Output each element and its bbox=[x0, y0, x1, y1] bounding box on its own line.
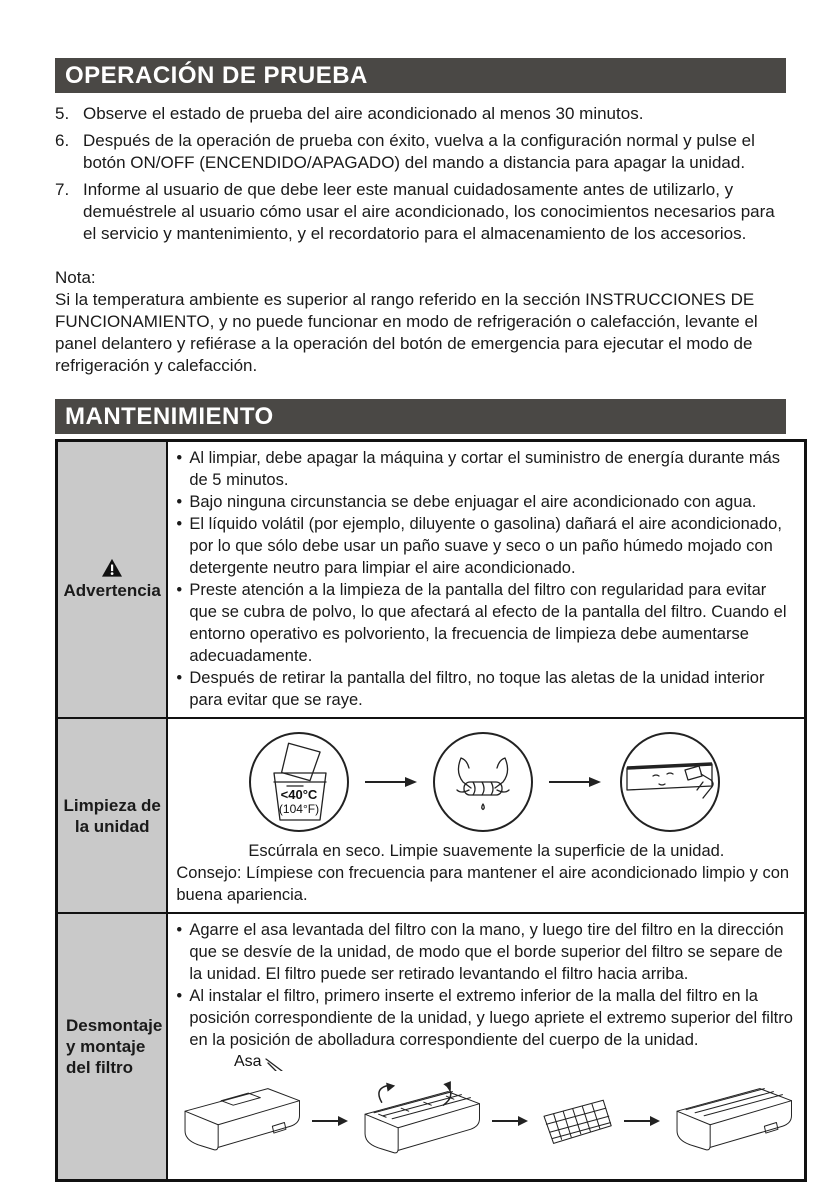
arrow-right-icon bbox=[624, 1115, 660, 1127]
temp-fahrenheit-label: (104°F) bbox=[279, 802, 320, 816]
filter-bullet-list bbox=[176, 919, 796, 1051]
row-label-cell-filter bbox=[57, 913, 168, 1181]
step-item-6 bbox=[55, 130, 786, 174]
step-number: 6. bbox=[55, 131, 70, 150]
table-row-filter bbox=[57, 913, 806, 1181]
section-title-test-operation: OPERACIÓN DE PRUEBA bbox=[65, 62, 368, 89]
bullet-item: • Agarre el asa levantada del filtro con la mano, y luego tire del filtro en la dirección que se desvíe de la unidad, de modo que el borde superior del filtro se separe de la unidad. El filtro puede ser retirado levantando el filtro hacia arriba. bbox=[176, 919, 796, 985]
row-label-cell-warning bbox=[57, 441, 168, 719]
ac-unit-assembled-illustration bbox=[668, 1073, 796, 1169]
section-header-maintenance bbox=[55, 399, 786, 434]
step-item-7 bbox=[55, 179, 786, 245]
filter-figure-row bbox=[176, 1071, 796, 1173]
handle-leader-lines bbox=[224, 1051, 314, 1071]
maintenance-table bbox=[55, 439, 807, 1182]
bullet-item: • Preste atención a la limpieza de la pantalla del filtro con regularidad para evitar que se cubra de polvo, lo que afectará al efecto de la pantalla del filtro. Cuando el entorno operativo es polvoriento, la frecuencia de limpieza debe aumentarse adecuadamente. bbox=[176, 579, 796, 667]
ac-unit-filter-lift-illustration bbox=[356, 1073, 484, 1169]
temp-celsius-label: <40°C bbox=[281, 787, 318, 802]
row-label-text: Advertencia bbox=[63, 581, 161, 600]
manual-page-content bbox=[55, 0, 793, 1182]
ac-unit-with-handle-illustration bbox=[176, 1073, 304, 1169]
arrow-right-icon bbox=[365, 776, 417, 788]
arrow-right-icon bbox=[312, 1115, 348, 1127]
warning-triangle-icon bbox=[101, 558, 123, 578]
cleaning-figure-row bbox=[176, 724, 796, 838]
bullet-item: • El líquido volátil (por ejemplo, diluyente o gasolina) dañará el aire acondicionado, por lo que sólo debe usar un paño suave y seco o un paño húmedo mojado con detergente neutro para limpiar el aire acondicionado. bbox=[176, 513, 796, 579]
table-row-warning bbox=[57, 441, 806, 719]
filter-mesh-illustration bbox=[536, 1091, 616, 1151]
step-item-5 bbox=[55, 103, 786, 125]
bullet-item: • Bajo ninguna circunstancia se debe enjuagar el aire acondicionado con agua. bbox=[176, 491, 796, 513]
arrow-right-icon bbox=[549, 776, 601, 788]
step-text: Informe al usuario de que debe leer este manual cuidadosamente antes de utilizarlo, y demuéstrele al usuario cómo usar el aire acondicionado, los conocimientos necesarios para el servicio y mantenimiento, y el recordatorio para el almacenamiento de los accesorios. bbox=[83, 180, 775, 243]
wipe-unit-illustration bbox=[615, 730, 725, 834]
row-label-cell-cleaning bbox=[57, 718, 168, 913]
wring-cloth-illustration bbox=[431, 730, 535, 834]
note-label: Nota: bbox=[55, 268, 96, 287]
test-operation-steps bbox=[55, 103, 786, 245]
row-label-text: Limpieza de la unidad bbox=[63, 795, 161, 836]
section-header-test-operation bbox=[55, 58, 786, 93]
row-body-cell-filter bbox=[167, 913, 806, 1181]
handle-label-block bbox=[224, 1051, 796, 1071]
step-number: 5. bbox=[55, 104, 70, 123]
step-text: Después de la operación de prueba con éxito, vuelva a la configuración normal y pulse el botón ON/OFF (ENCENDIDO/APAGADO) del mando a distancia para apagar la unidad. bbox=[83, 131, 755, 172]
handle-label: Asa bbox=[234, 1053, 262, 1070]
note-block bbox=[55, 267, 786, 377]
table-row-cleaning bbox=[57, 718, 806, 913]
soak-cloth-illustration bbox=[247, 730, 351, 834]
section-title-maintenance: MANTENIMIENTO bbox=[65, 403, 274, 430]
arrow-right-icon bbox=[492, 1115, 528, 1127]
row-body-cell-warning bbox=[167, 441, 806, 719]
bullet-item: • Después de retirar la pantalla del filtro, no toque las aletas de la unidad interior para evitar que se raye. bbox=[176, 667, 796, 711]
note-text: Si la temperatura ambiente es superior al rango referido en la sección INSTRUCCIONES DE FUNCIONAMIENTO, y no puede funcionar en modo de refrigeración o calefacción, levante el panel delantero y refiérase a la operación del botón de emergencia para ejecutar el modo de refrigeración y calefacción. bbox=[55, 290, 758, 375]
step-number: 7. bbox=[55, 180, 70, 199]
cleaning-caption: Escúrrala en seco. Limpie suavemente la superficie de la unidad. bbox=[248, 842, 725, 860]
cleaning-tip: Consejo: Límpiese con frecuencia para mantener el aire acondicionado limpio y con buena apariencia. bbox=[176, 864, 790, 904]
row-label-text: Desmontaje y montaje del filtro bbox=[66, 1016, 163, 1077]
bullet-item: • Al limpiar, debe apagar la máquina y cortar el suministro de energía durante más de 5 minutos. bbox=[176, 447, 796, 491]
row-body-cell-cleaning bbox=[167, 718, 806, 913]
step-text: Observe el estado de prueba del aire acondicionado al menos 30 minutos. bbox=[83, 104, 644, 123]
warning-bullet-list bbox=[176, 447, 796, 711]
bullet-item: • Al instalar el filtro, primero inserte el extremo inferior de la malla del filtro en la posición correspondiente de la unidad, y luego apriete el extremo superior del filtro en la posición de abolladura correspondiente del cuerpo de la unidad. bbox=[176, 985, 796, 1051]
